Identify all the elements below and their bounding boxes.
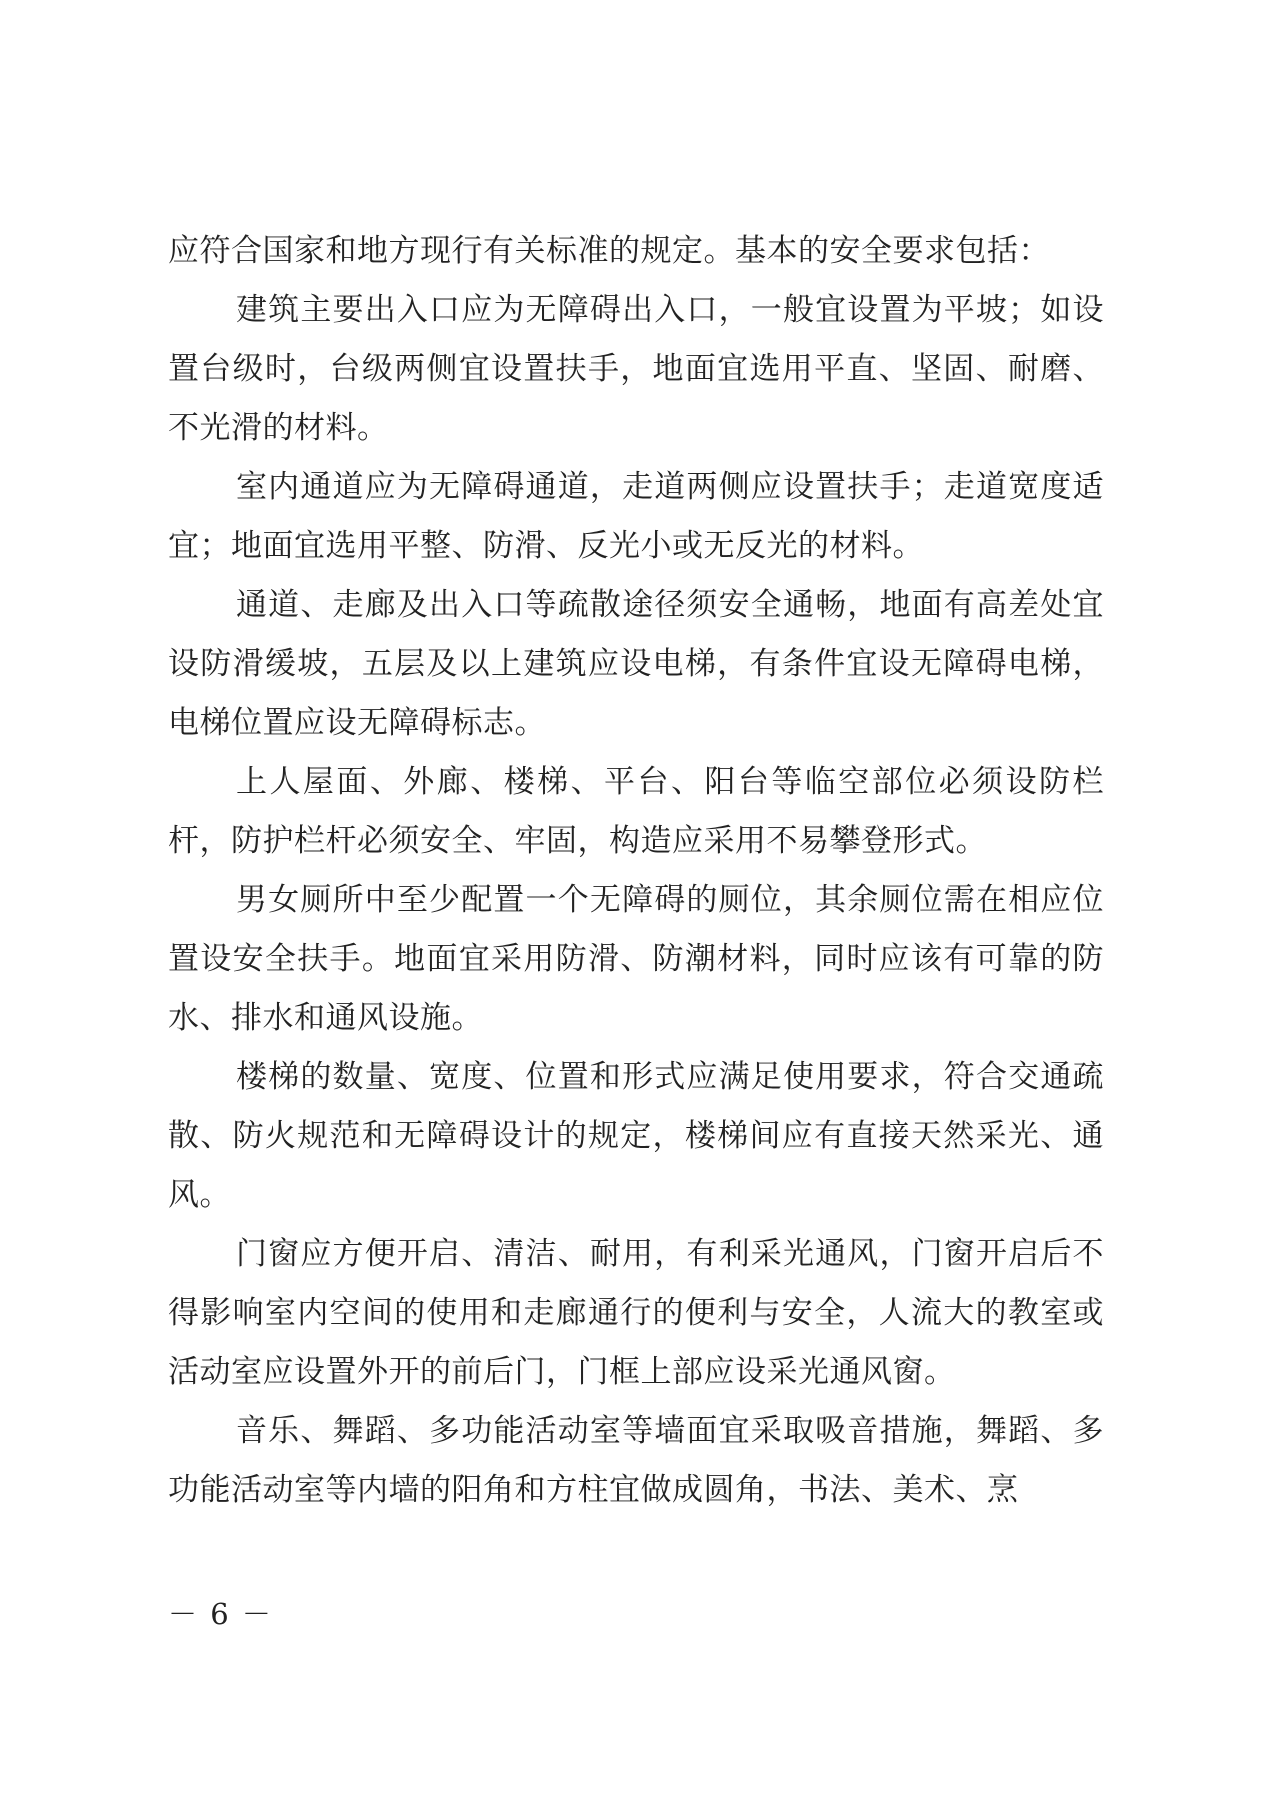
page-number: － 6 － [168, 1597, 273, 1631]
paragraph-7: 楼梯的数量、宽度、位置和形式应满足使用要求，符合交通疏散、防火规范和无障碍设计的规定，楼梯间应有直接天然采光、通风。 [168, 1059, 1104, 1213]
paragraph-1: 应符合国家和地方现行有关标准的规定。基本的安全要求包括： [168, 233, 1050, 269]
paragraph-9: 音乐、舞蹈、多功能活动室等墙面宜采取吸音措施，舞蹈、多功能活动室等内墙的阳角和方柱宜做成圆角，书法、美术、烹 [168, 1413, 1104, 1508]
text-body [168, 222, 1104, 1520]
paragraph-8: 门窗应方便开启、清洁、耐用，有利采光通风，门窗开启后不得影响室内空间的使用和走廊通行的便利与安全，人流大的教室或活动室应设置外开的前后门，门框上部应设采光通风窗。 [168, 1236, 1104, 1390]
paragraph-4: 通道、走廊及出入口等疏散途径须安全通畅，地面有高差处宜设防滑缓坡，五层及以上建筑应设电梯，有条件宜设无障碍电梯，电梯位置应设无障碍标志。 [168, 587, 1104, 741]
paragraph-3: 室内通道应为无障碍通道，走道两侧应设置扶手；走道宽度适宜；地面宜选用平整、防滑、反光小或无反光的材料。 [168, 469, 1104, 564]
paragraph-2: 建筑主要出入口应为无障碍出入口，一般宜设置为平坡；如设置台级时，台级两侧宜设置扶手，地面宜选用平直、坚固、耐磨、不光滑的材料。 [168, 292, 1104, 446]
paragraph-6: 男女厕所中至少配置一个无障碍的厕位，其余厕位需在相应位置设安全扶手。地面宜采用防滑、防潮材料，同时应该有可靠的防水、排水和通风设施。 [168, 882, 1104, 1036]
paragraph-5: 上人屋面、外廊、楼梯、平台、阳台等临空部位必须设防栏杆，防护栏杆必须安全、牢固，构造应采用不易攀登形式。 [168, 764, 1104, 859]
